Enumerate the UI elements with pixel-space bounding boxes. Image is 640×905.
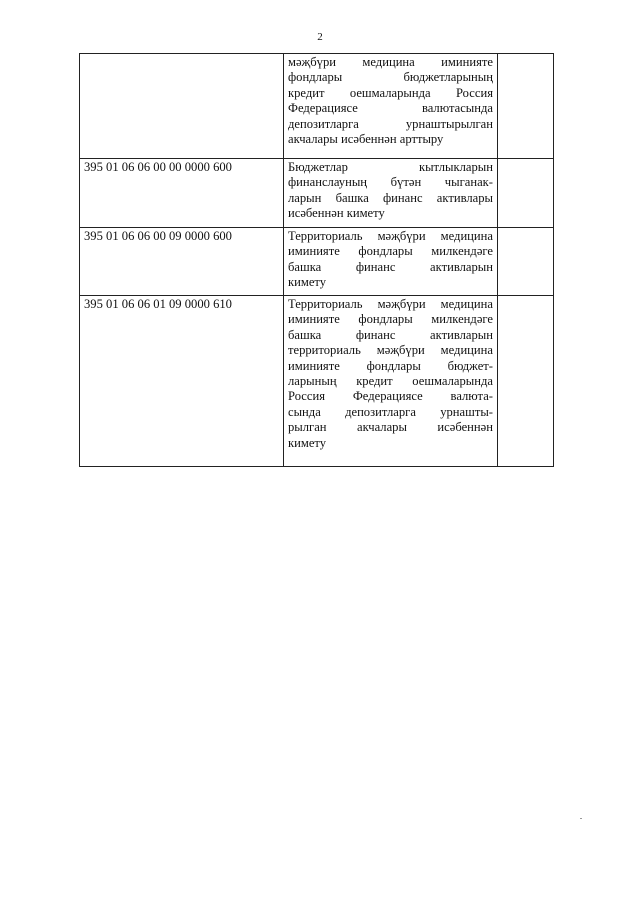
code-cell: 395 01 06 06 00 00 0000 600	[80, 159, 284, 228]
name-line: иминияте фондлары милкендәге	[288, 244, 493, 259]
name-line: кимету	[288, 275, 327, 290]
name-line: фондлары бюджетларының	[288, 70, 493, 85]
name-line: Федерациясе валютасында	[288, 101, 493, 116]
name-line: ларының кредит оешмаларында	[288, 374, 493, 389]
code-cell: 395 01 06 06 00 09 0000 600	[80, 228, 284, 296]
name-line: кимету	[288, 435, 327, 450]
name-line: Россия Федерациясе валюта-	[288, 389, 493, 404]
name-line: иминияте фондлары милкендәге	[288, 312, 493, 327]
table-row	[80, 54, 554, 159]
table-row	[80, 159, 554, 228]
name-cell	[284, 159, 498, 228]
name-line: исәбеннән кимету	[288, 206, 385, 221]
sum-cell	[498, 228, 554, 296]
code-cell: 395 01 06 06 01 09 0000 610	[80, 296, 284, 467]
name-line: Территориаль мәҗбүри медицина	[288, 297, 493, 311]
name-line: иминияте фондлары бюджет-	[288, 358, 493, 373]
name-cell	[284, 54, 498, 159]
code-cell	[80, 54, 284, 159]
name-line: территориаль мәҗбүри медицина	[288, 343, 493, 358]
scan-speck	[580, 818, 582, 819]
name-line: сында депозитларга урнашты-	[288, 404, 493, 419]
name-line: Бюджетлар кытлыкларын	[288, 160, 493, 174]
sum-cell	[498, 159, 554, 228]
name-line: мәҗбүри медицина иминияте	[288, 55, 493, 69]
name-line: башка финанс активларын	[288, 259, 493, 274]
name-line: акчалары исәбеннән арттыру	[288, 132, 444, 147]
sum-cell	[498, 296, 554, 467]
name-line: ларын башка финанс активлары	[288, 190, 493, 205]
name-line: кредит оешмаларында Россия	[288, 85, 493, 100]
name-line: Территориаль мәҗбүри медицина	[288, 229, 493, 243]
name-line: рылган акчалары исәбеннән	[288, 420, 493, 435]
name-cell	[284, 296, 498, 467]
name-cell	[284, 228, 498, 296]
table-row	[80, 228, 554, 296]
name-line: башка финанс активларын	[288, 327, 493, 342]
name-line: финанслауның бүтән чыганак-	[288, 175, 493, 190]
table-row	[80, 296, 554, 467]
name-line: депозитларга урнаштырылган	[288, 116, 493, 131]
sum-cell	[498, 54, 554, 159]
page-number: 2	[317, 31, 323, 43]
budget-classification-table	[79, 53, 554, 467]
